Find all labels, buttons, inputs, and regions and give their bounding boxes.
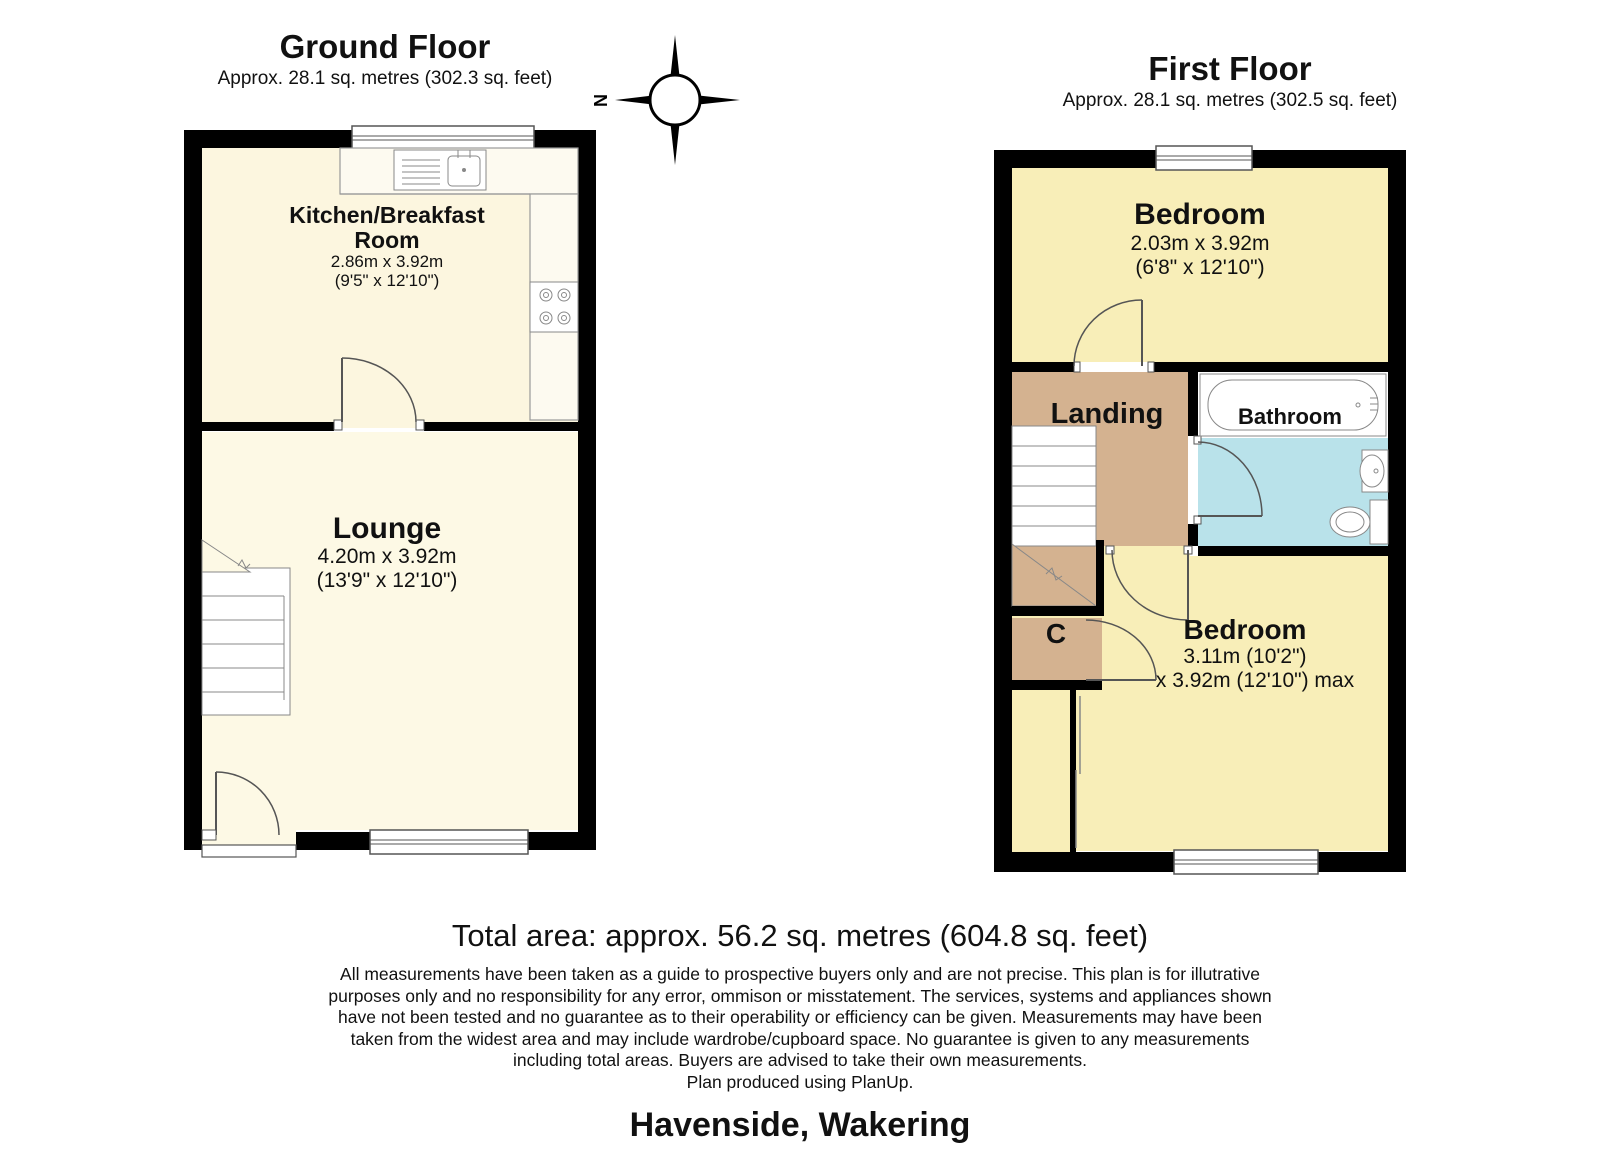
compass-icon <box>591 35 745 170</box>
lounge-window <box>370 830 528 854</box>
first-floor-title: First Floor <box>1148 50 1312 87</box>
bedroom-1-dims-imperial: (6'8" x 12'10") <box>1135 256 1265 279</box>
first-floor-area: Approx. 28.1 sq. metres (302.5 sq. feet) <box>1062 90 1398 111</box>
bedroom-1-dims-metric: 2.03m x 3.92m <box>1130 232 1270 255</box>
cupboard-label: C <box>1045 618 1067 649</box>
disclaimer-line: purposes only and no responsibility for any error, ommison or misstatement. The services, systems and appliances shown <box>328 985 1272 1006</box>
compass-north-label: N <box>591 94 611 107</box>
lounge-dims-metric: 4.20m x 3.92m <box>317 545 457 568</box>
kitchen-window <box>352 126 534 150</box>
kitchen-sink <box>394 150 486 190</box>
disclaimer-line: Plan produced using PlanUp. <box>686 1071 914 1092</box>
landing-label: Landing <box>1050 398 1164 430</box>
ground-floor-area: Approx. 28.1 sq. metres (302.3 sq. feet) <box>217 68 553 89</box>
bedroom-2-window <box>1174 850 1318 874</box>
bedroom-2-dims-imperial: x 3.92m (12'10") max <box>1155 669 1355 692</box>
bedroom-1-label: Bedroom <box>1134 198 1266 231</box>
disclaimer-line: have not been tested and no guarantee as to their operability or efficiency can be given. Measurements may have been <box>338 1007 1262 1027</box>
kitchen-hob <box>530 282 578 332</box>
kitchen-label-line2: Room <box>354 227 420 253</box>
bedroom-1-window <box>1156 146 1252 170</box>
total-area: Total area: approx. 56.2 sq. metres (604.8 sq. feet) <box>451 918 1149 953</box>
disclaimer-line: including total areas. Buyers are advised to take their own measurements. <box>513 1050 1087 1070</box>
kitchen-dims-imperial: (9'5" x 12'10") <box>334 271 440 290</box>
lounge-dims-imperial: (13'9" x 12'10") <box>316 569 458 592</box>
basin-icon <box>1360 450 1388 492</box>
bathroom-label: Bathroom <box>1238 404 1342 429</box>
property-address: Havenside, Wakering <box>629 1106 971 1144</box>
bedroom-2-label: Bedroom <box>1183 614 1307 645</box>
ground-floor-title: Ground Floor <box>279 28 491 65</box>
kitchen-dims-metric: 2.86m x 3.92m <box>330 252 444 271</box>
disclaimer-line: taken from the widest area and may include wardrobe/cupboard space. No guarantee is given to any measurements <box>350 1028 1250 1049</box>
disclaimer <box>260 964 1340 1093</box>
disclaimer-line: All measurements have been taken as a guide to prospective buyers only and are not precise. This plan is for illutrative <box>340 964 1260 984</box>
kitchen-label: Kitchen/Breakfast <box>289 202 485 228</box>
wardrobe <box>1012 690 1080 852</box>
lounge-label: Lounge <box>332 512 442 545</box>
bedroom-2-dims-metric: 3.11m (10'2") <box>1183 645 1307 668</box>
